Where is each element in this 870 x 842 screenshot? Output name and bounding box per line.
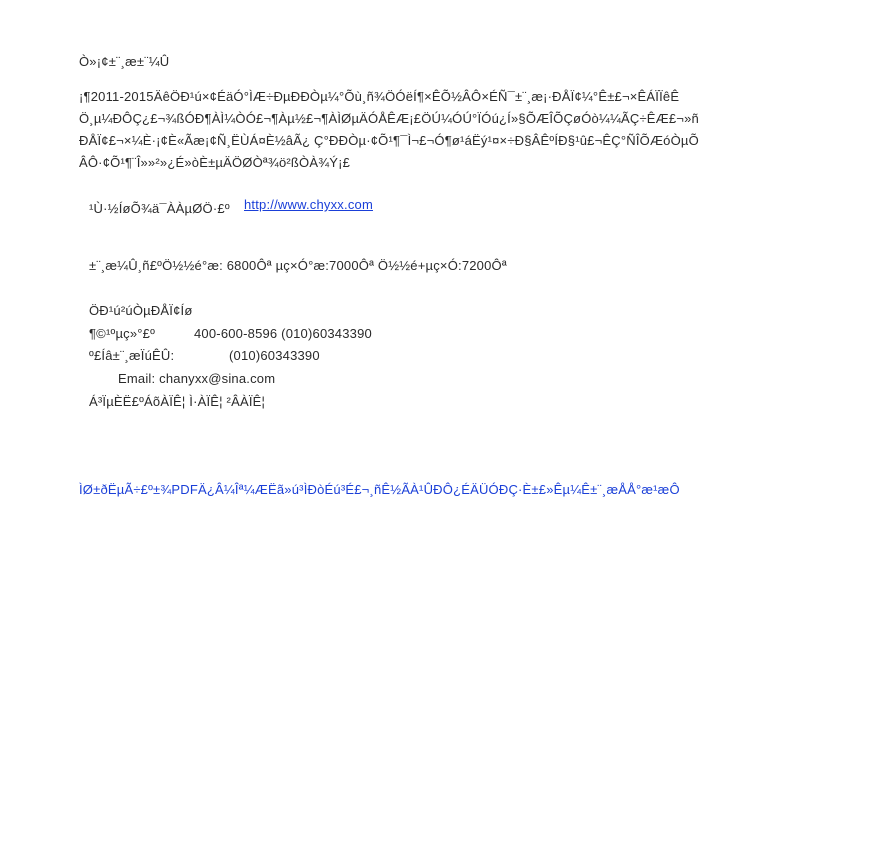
contact-persons: Á³ÏµÈË£ºÁõÀÏÊ¦ Ì·ÀÏÊ¦ ²ÂÀÏÊ¦ bbox=[89, 394, 266, 409]
fax-value: (010)60343390 bbox=[229, 348, 320, 363]
paragraph-line: ¡¶2011-2015ÄêÖÐ¹ú×¢ÉäÓ°ÌÆ÷ÐµÐÐÒµ¼°Õù¸ñ¾ÖÓëÍ¶×ÊÕ½ÂÔ×ÉÑ¯±¨¸æ¡·ÐÅÏ¢¼°Ê±£¬×ÊÁÏÏêÊ bbox=[79, 89, 680, 104]
website-link[interactable]: http://www.chyxx.com bbox=[244, 197, 373, 212]
hotline-label: ¶©¹ºµç»°£º bbox=[89, 326, 156, 341]
paragraph-line: ÐÅÏ¢£¬×¼È·¡¢È«Ãæ¡¢Ñ¸ËÙÁ¤È½âÃ¿ Ç°ÐÐÒµ·¢Õ¹¶¯Ì¬£¬Ó¶ø¹áËý¹¤×÷Ð§ÂÊºÍÐ§¹û£¬ÊÇ°ÑÎÕÆóÒµÕ bbox=[79, 133, 699, 148]
intro-paragraph bbox=[79, 86, 870, 174]
fax-label: º£Íâ±¨¸æÏúÊÛ: bbox=[89, 348, 175, 363]
price-line: ±¨¸æ¼Û¸ñ£ºÖ½½é°æ: 6800Ôª µç×Ó°æ:7000Ôª Ö½½é+µç×Ó:7200Ôª bbox=[89, 258, 507, 273]
paragraph-line: Ö¸µ¼ÐÔÇ¿£¬¾ßÓÐ¶ÀÌ¼ÒÓ£¬¶Àµ½£¬¶ÀÌØµÄÓÅÊÆ¡£ÖÚ¼ÓÚ°ÏÓú¿Í»§ÕÆÎÕÇøÓò¼¼ÃÇ÷ÊÆ£¬»ñ bbox=[79, 111, 699, 126]
contact-title: ÖÐ¹ú²úÒµÐÅÏ¢Íø bbox=[89, 303, 193, 318]
footer-note: ÌØ±ðËµÃ÷£º±¾PDFÄ¿Â¼Îª¼ÆËã»ú³ÌÐòÉú³É£¬¸ñÊ½ÃÀ¹ÛÐÔ¿ÉÄÜÓÐÇ·È±£»Êµ¼Ê±¨¸æÅÅ°æ¹æÔ bbox=[79, 482, 680, 497]
paragraph-line: ÂÔ·¢Õ¹¶¨Î»»²»¿É»òÈ±µÄÖØÒª¾ö²ßÒÀ¾Ý¡£ bbox=[79, 155, 351, 170]
section-heading: Ò»¡¢±¨¸æ±¨¼Û bbox=[79, 54, 170, 69]
email-line: Email: chanyxx@sina.com bbox=[118, 371, 276, 386]
hotline-value: 400-600-8596 (010)60343390 bbox=[194, 326, 372, 341]
website-label: ¹Ù·½ÍøÕ¾ä¯ÀÀµØÖ·£º bbox=[89, 201, 230, 216]
website-line bbox=[89, 201, 230, 217]
